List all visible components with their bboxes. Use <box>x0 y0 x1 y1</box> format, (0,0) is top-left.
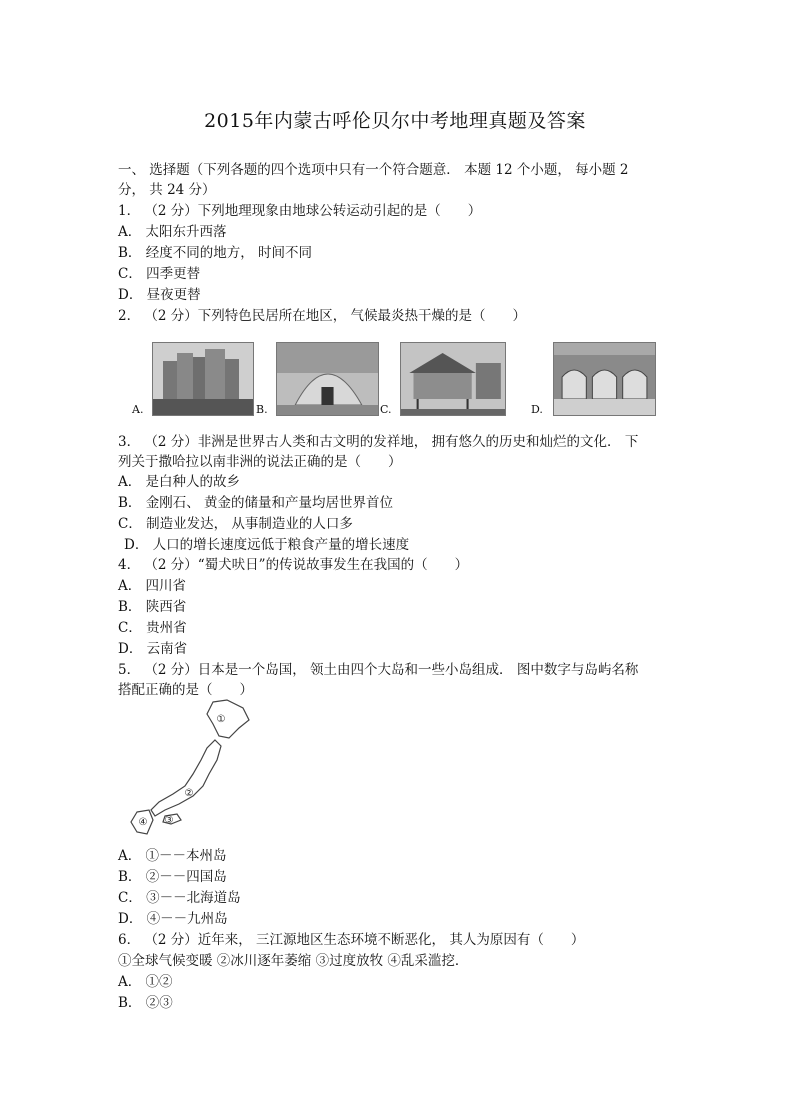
q3-option-a: A． 是白种人的故乡 <box>118 474 241 490</box>
image-label-c: C. <box>380 403 392 416</box>
q5-stem-line2: 搭配正确的是（ ） <box>118 682 253 698</box>
q4-option-d: D． 云南省 <box>118 641 188 657</box>
q1-stem: 1． （2 分）下列地理现象由地球公转运动引起的是（ ） <box>118 203 482 219</box>
dwelling-photo-d <box>553 342 656 416</box>
japan-map <box>117 698 255 838</box>
q6-option-a: A． ①② <box>118 974 173 990</box>
q2-stem: 2． （2 分）下列特色民居所在地区， 气候最炎热干燥的是（ ） <box>118 308 527 324</box>
map-label-4: ④ <box>138 817 148 828</box>
image-label-a: A. <box>132 403 144 416</box>
q4-option-b: B． 陕西省 <box>118 599 187 615</box>
dwelling-photo-b <box>276 342 379 416</box>
q5-option-c: C． ③－－北海道岛 <box>118 890 241 906</box>
dwelling-photo-c <box>400 342 506 416</box>
image-label-b: B. <box>256 403 268 416</box>
q5-option-d: D． ④－－九州岛 <box>118 911 228 927</box>
q4-option-c: C． 贵州省 <box>118 620 187 636</box>
map-label-3: ③ <box>164 815 174 826</box>
q3-option-b: B． 金刚石、 黄金的储量和产量均居世界首位 <box>118 495 394 511</box>
q4-option-a: A． 四川省 <box>118 578 187 594</box>
q6-stem: 6． （2 分）近年来， 三江源地区生态环境不断恶化， 其人为原因有（ ） <box>118 932 585 948</box>
dwelling-photo-a <box>152 342 254 416</box>
map-label-1: ① <box>216 714 226 725</box>
q3-stem-line1: 3． （2 分）非洲是世界古人类和古文明的发祥地， 拥有悠久的历史和灿烂的文化． 下 <box>118 434 639 450</box>
q1-option-a: A． 太阳东升西落 <box>118 224 227 240</box>
q5-option-a: A． ①－－本州岛 <box>118 848 227 864</box>
page-title: 2015年内蒙古呼伦贝尔中考地理真题及答案 <box>204 110 586 132</box>
section-header-line1: 一、 选择题（下列各题的四个选项中只有一个符合题意． 本题 12 个小题， 每小题 2 <box>118 162 629 178</box>
map-label-2: ② <box>184 788 194 799</box>
section-header-line2: 分， 共 24 分） <box>118 182 216 198</box>
q3-stem-line2: 列关于撒哈拉以南非洲的说法正确的是（ ） <box>118 454 402 470</box>
q6-causes: ①全球气候变暖 ②冰川逐年萎缩 ③过度放牧 ④乱采滥挖． <box>118 953 469 969</box>
image-label-d: D. <box>531 403 543 416</box>
q1-option-c: C． 四季更替 <box>118 266 201 282</box>
q3-option-c: C． 制造业发达， 从事制造业的人口多 <box>118 516 353 532</box>
q5-stem-line1: 5． （2 分）日本是一个岛国， 领土由四个大岛和一些小岛组成． 图中数字与岛屿名称 <box>118 662 639 678</box>
q4-stem: 4． （2 分）“蜀犬吠日”的传说故事发生在我国的（ ） <box>118 557 469 573</box>
q6-option-b: B． ②③ <box>118 995 173 1011</box>
q5-option-b: B． ②－－四国岛 <box>118 869 227 885</box>
q1-option-b: B． 经度不同的地方， 时间不同 <box>118 245 313 261</box>
q3-option-d: D． 人口的增长速度远低于粮食产量的增长速度 <box>124 537 410 553</box>
q1-option-d: D． 昼夜更替 <box>118 287 201 303</box>
